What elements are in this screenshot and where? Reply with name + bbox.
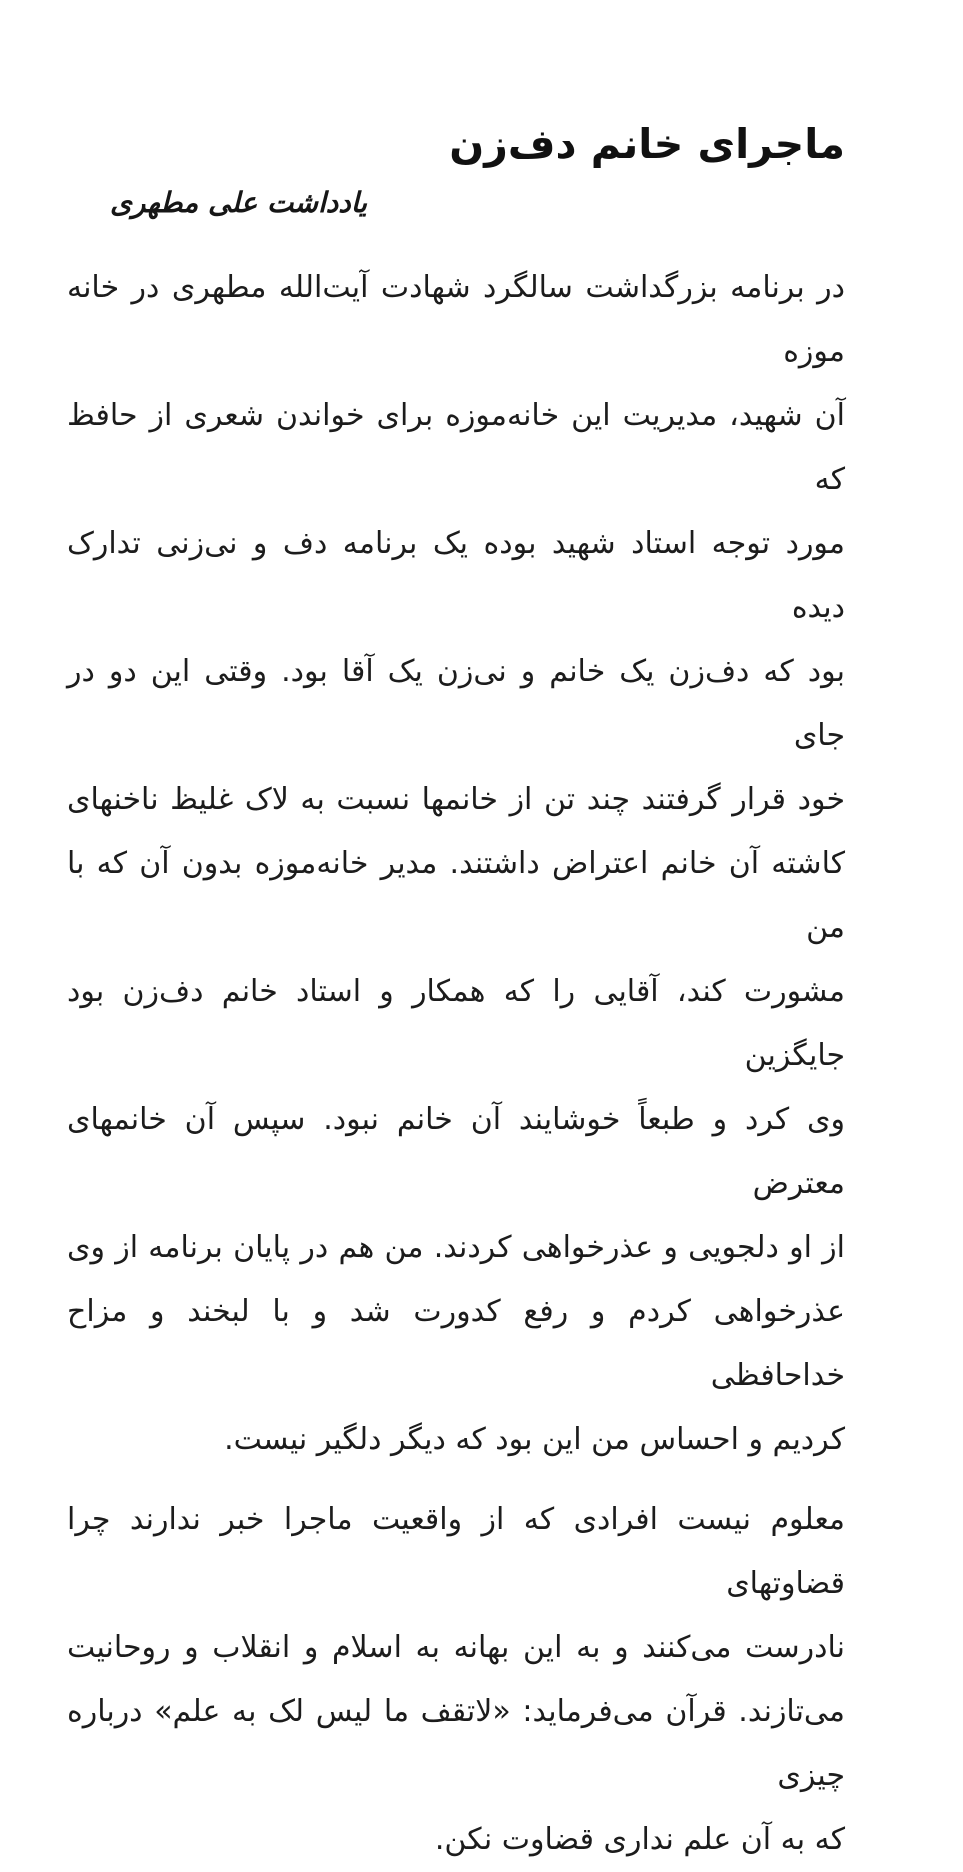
text-line: آن شهید، مدیریت این خانه‌موزه برای خواندن شعری از حافظ که xyxy=(67,398,845,497)
text-line: که به آن علم نداری قضاوت نکن. xyxy=(434,1822,845,1857)
paragraph xyxy=(67,1488,845,1872)
text-line: کردیم و احساس من این بود که دیگر دلگیر نیست. xyxy=(224,1422,845,1457)
paragraph xyxy=(67,256,845,1472)
text-line: کاشته آن خانم اعتراض داشتند. مدیر خانه‌موزه بدون آن که با من xyxy=(67,846,845,945)
text-line: عذرخواهی کردم و رفع کدورت شد و با لبخند و مزاح خداحافظی xyxy=(67,1294,845,1393)
text-line: وی کرد و طبعاً خوشایند آن خانم نبود. سپس آن خانمهای معترض xyxy=(67,1102,845,1201)
text-line: در برنامه بزرگداشت سالگرد شهادت آیت‌الله مطهری در خانه موزه xyxy=(67,270,845,369)
text-line: مشورت کند، آقایی را که همکار و استاد خانم دف‌زن بود جایگزین xyxy=(67,974,845,1073)
text-line: می‌تازند. قرآن می‌فرماید: «لاتقف ما لیس لک به علم» درباره چیزی xyxy=(67,1694,845,1793)
document-body xyxy=(67,256,845,1872)
text-line: خود قرار گرفتند چند تن از خانمها نسبت به لاک غلیظ ناخنهای xyxy=(67,782,845,817)
document-title: ماجرای خانم دف‌زن xyxy=(449,120,845,168)
text-line: بود که دف‌زن یک خانم و نی‌زن یک آقا بود. وقتی این دو در جای xyxy=(67,654,845,753)
document-byline: یادداشت علی مطهری xyxy=(110,186,368,219)
text-line: از او دلجویی و عذرخواهی کردند. من هم در پایان برنامه از وی xyxy=(67,1230,845,1265)
text-line: مورد توجه استاد شهید بوده یک برنامه دف و نی‌زنی تدارک دیده xyxy=(67,526,845,625)
text-line: معلوم نیست افرادی که از واقعیت ماجرا خبر ندارند چرا قضاوتهای xyxy=(67,1502,845,1601)
text-line: نادرست می‌کنند و به این بهانه به اسلام و انقلاب و روحانیت xyxy=(67,1630,845,1665)
